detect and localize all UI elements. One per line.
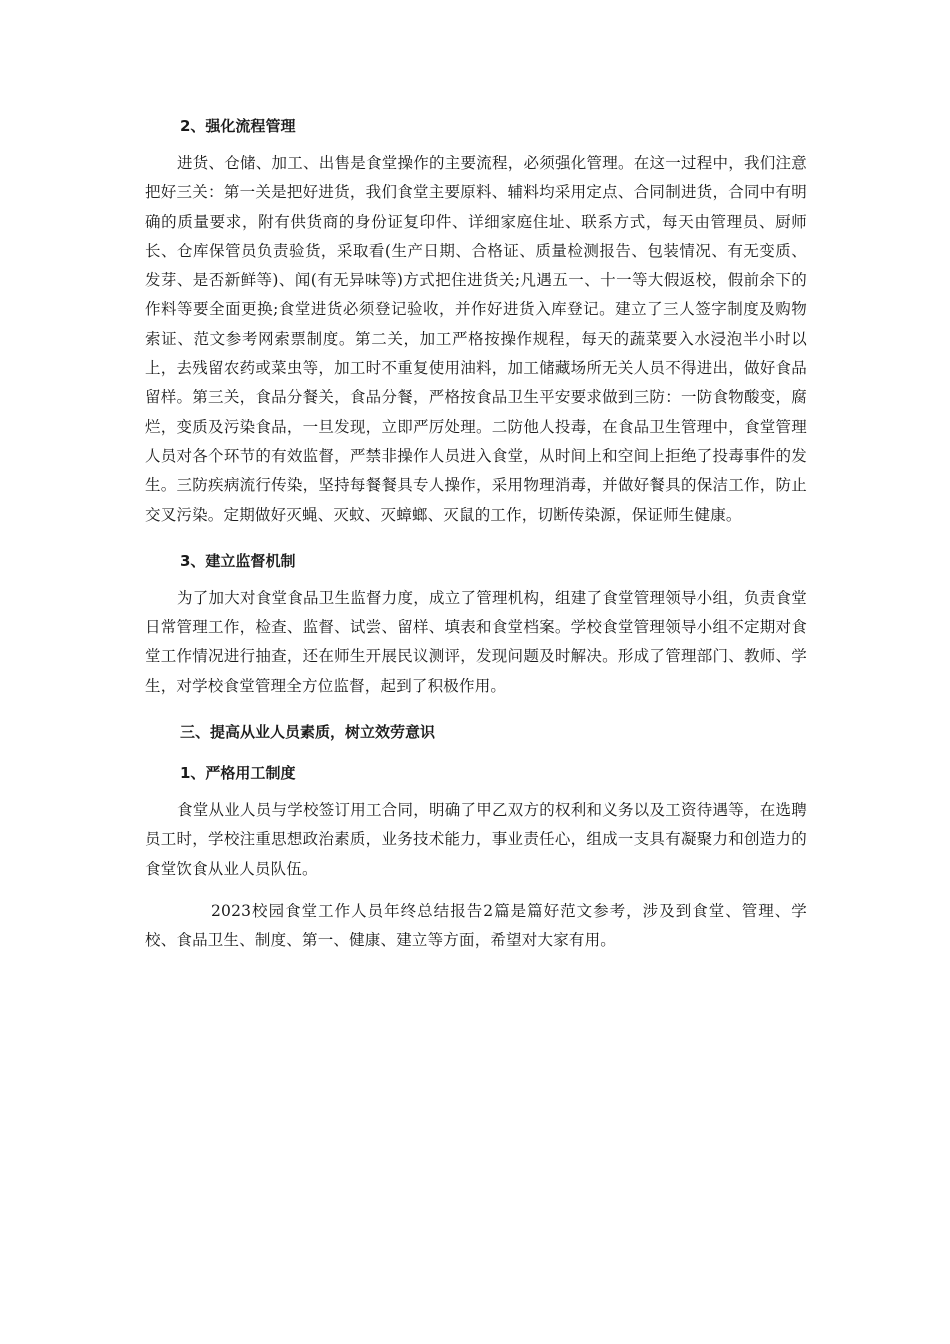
- closing-note: 2023校园食堂工作人员年终总结报告2篇是篇好范文参考，涉及到食堂、管理、学校、食品卫生、制度、第一、健康、建立等方面，希望对大家有用。: [145, 901, 807, 950]
- section-paragraph: 食堂从业人员与学校签订用工合同，明确了甲乙双方的权利和义务以及工资待遇等，在选聘员工时，学校注重思想政治素质，业务技术能力，事业责任心，组成一支具有凝聚力和创造力的食堂饮食从业人员队伍。: [145, 801, 807, 878]
- section-paragraph: 进货、仓储、加工、出售是食堂操作的主要流程，必须强化管理。在这一过程中，我们注意把好三关：第一关是把好进货，我们食堂主要原料、辅料均采用定点、合同制进货，合同中有明确的质量要求，附有供货商的身份证复印件、详细家庭住址、联系方式，每天由管理员、厨师长、仓库保管员负责验货，采取看(生产日期、合格证、质量检测报告、包装情况、有无变质、发芽、是否新鲜等)、闻(有无异味等)方式把住进货关;凡遇五一、十一等大假返校，假前余下的作料等要全面更换;食堂进货必须登记验收，并作好进货入库登记。建立了三人签字制度及购物索证、范文参考网索票制度。第二关，加工严格按操作规程，每天的蔬菜要入水浸泡半小时以上，去残留农药或菜虫等，加工时不重复使用油料，加工储藏场所无关人员不得进出，做好食品留样。第三关，食品分餐关，食品分餐，严格按食品卫生平安要求做到三防：一防食物酸变，腐烂，变质及污染食品，一旦发现，立即严厉处理。二防他人投毒，在食品卫生管理中，食堂管理人员对各个环节的有效监督，严禁非操作人员进入食堂，从时间上和空间上拒绝了投毒事件的发生。三防疾病流行传染，坚持每餐餐具专人操作，采用物理消毒，并做好餐具的保洁工作，防止交叉污染。定期做好灭蝇、灭蚊、灭蟑螂、灭鼠的工作，切断传染源，保证师生健康。: [145, 154, 807, 524]
- section-paragraph: 为了加大对食堂食品卫生监督力度，成立了管理机构，组建了食堂管理领导小组，负责食堂日常管理工作，检查、监督、试尝、留样、填表和食堂档案。学校食堂管理领导小组不定期对食堂工作情况进行抽查，还在师生开展民议测评，发现问题及时解决。形成了管理部门、教师、学生，对学校食堂管理全方位监督，起到了积极作用。: [145, 588, 807, 695]
- section-heading: 2、强化流程管理: [180, 117, 296, 135]
- chapter-heading: 三、提高从业人员素质，树立效劳意识: [180, 723, 436, 742]
- section-heading: 1、严格用工制度: [180, 764, 296, 783]
- document-page: [145, 108, 807, 969]
- section-heading: 3、建立监督机制: [180, 551, 296, 570]
